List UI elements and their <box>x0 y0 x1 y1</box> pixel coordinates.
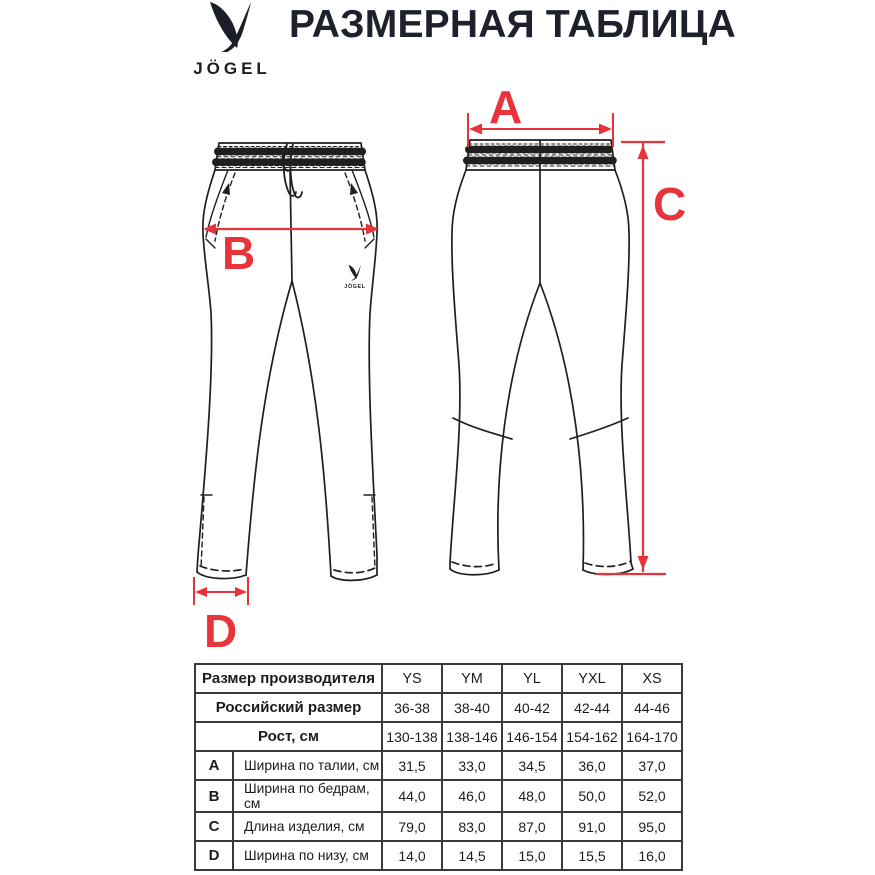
value-cell: 31,5 <box>382 751 442 780</box>
size-code: YM <box>442 664 502 693</box>
back-hem-dashed-left <box>452 562 497 567</box>
value-cell: 44-46 <box>622 693 682 722</box>
value-cell: 154-162 <box>562 722 622 751</box>
row-letter: C <box>195 812 233 841</box>
page-title: РАЗМЕРНАЯ ТАБЛИЦА <box>289 3 736 46</box>
russian-size-label: Российский размер <box>195 693 382 722</box>
front-leg-logo-text: JÖGEL <box>344 284 366 290</box>
table-row-bottom-width <box>195 841 682 870</box>
height-label: Рост, см <box>195 722 382 751</box>
row-letter: A <box>195 751 233 780</box>
value-cell: 138-146 <box>442 722 502 751</box>
size-code: YS <box>382 664 442 693</box>
value-cell: 146-154 <box>502 722 562 751</box>
value-cell: 95,0 <box>622 812 682 841</box>
dimension-a <box>468 85 613 147</box>
back-left-knee-seam <box>453 418 512 439</box>
value-cell: 83,0 <box>442 812 502 841</box>
value-cell: 44,0 <box>382 780 442 812</box>
size-code: XS <box>622 664 682 693</box>
jogel-wordmark: JÖGEL <box>193 59 271 78</box>
table-row-producer-size <box>195 664 682 693</box>
size-code: YL <box>502 664 562 693</box>
param-name: Ширина по талии, см <box>233 751 382 780</box>
value-cell: 14,5 <box>442 841 502 870</box>
size-code: YXL <box>562 664 622 693</box>
front-right-cuff <box>331 575 377 580</box>
back-right-outer-seam <box>615 170 633 569</box>
pants-front-view <box>197 143 377 580</box>
back-hem-dashed-right <box>585 561 631 567</box>
dimension-d <box>194 577 248 655</box>
row-letter: B <box>195 780 233 812</box>
back-left-cuff <box>450 569 499 575</box>
value-cell: 164-170 <box>622 722 682 751</box>
value-cell: 14,0 <box>382 841 442 870</box>
jogel-logo <box>181 2 279 79</box>
pants-back-view <box>450 140 633 575</box>
front-ankle-vents <box>201 495 375 568</box>
size-table <box>194 663 683 871</box>
value-cell: 36,0 <box>562 751 622 780</box>
front-left-inner-seam <box>246 281 292 575</box>
value-cell: 38-40 <box>442 693 502 722</box>
row-letter: D <box>195 841 233 870</box>
table-row-russian-size <box>195 693 682 722</box>
front-left-cuff <box>197 572 246 579</box>
value-cell: 130-138 <box>382 722 442 751</box>
param-name: Ширина по бедрам, см <box>233 780 382 812</box>
front-leg-logo <box>344 265 365 290</box>
dimension-c-label: C <box>653 178 687 230</box>
dimension-a-label: A <box>489 85 523 133</box>
value-cell: 79,0 <box>382 812 442 841</box>
value-cell: 34,5 <box>502 751 562 780</box>
value-cell: 87,0 <box>502 812 562 841</box>
value-cell: 37,0 <box>622 751 682 780</box>
param-name: Ширина по низу, см <box>233 841 382 870</box>
dimension-d-label: D <box>204 605 238 655</box>
back-left-outer-seam <box>450 170 466 569</box>
value-cell: 46,0 <box>442 780 502 812</box>
table-row-waist-width <box>195 751 682 780</box>
table-row-height <box>195 722 682 751</box>
value-cell: 91,0 <box>562 812 622 841</box>
value-cell: 52,0 <box>622 780 682 812</box>
value-cell: 48,0 <box>502 780 562 812</box>
value-cell: 36-38 <box>382 693 442 722</box>
value-cell: 50,0 <box>562 780 622 812</box>
param-name: Длина изделия, см <box>233 812 382 841</box>
front-hem-dashed-left <box>200 566 244 571</box>
value-cell: 15,5 <box>562 841 622 870</box>
front-right-inner-seam <box>292 281 331 576</box>
dimension-b-label: B <box>222 227 256 279</box>
value-cell: 42-44 <box>562 693 622 722</box>
back-right-inner-seam <box>540 283 583 570</box>
back-right-knee-seam <box>570 418 628 439</box>
dimension-c <box>596 142 686 574</box>
table-row-length <box>195 812 682 841</box>
back-left-inner-seam <box>498 283 540 570</box>
pants-size-diagram <box>0 85 875 655</box>
front-hem-dashed-right <box>334 568 375 573</box>
value-cell: 15,0 <box>502 841 562 870</box>
value-cell: 40-42 <box>502 693 562 722</box>
producer-size-label: Размер производителя <box>195 664 382 693</box>
value-cell: 33,0 <box>442 751 502 780</box>
jogel-logo-icon <box>208 2 252 52</box>
table-row-hip-width <box>195 780 682 812</box>
value-cell: 16,0 <box>622 841 682 870</box>
